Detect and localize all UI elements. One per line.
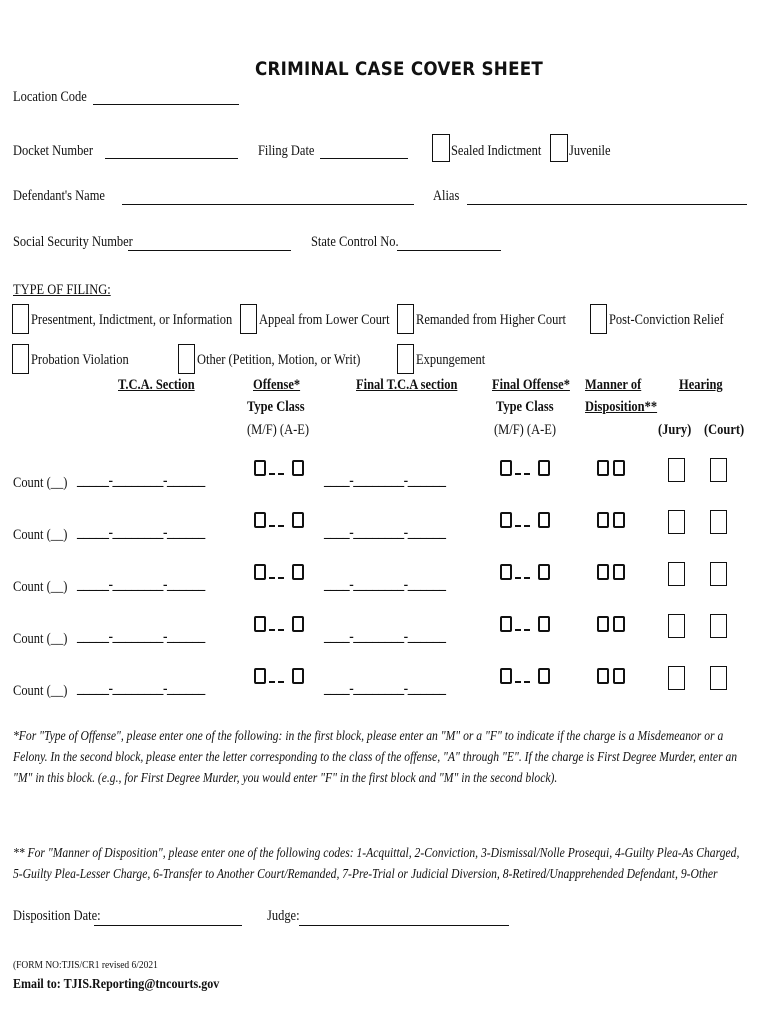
final-offense-class-box[interactable]	[538, 512, 550, 528]
final-tca-blank[interactable]: ____-________-______	[324, 681, 446, 697]
disposition-box-1[interactable]	[597, 564, 609, 580]
court-header: (Court)	[704, 422, 745, 438]
juvenile-checkbox[interactable]	[550, 134, 568, 162]
disposition-box-1[interactable]	[597, 512, 609, 528]
final-mf-ae-header: (M/F) (A-E)	[494, 422, 557, 438]
count-label: Count (__)	[13, 579, 68, 595]
dash-mark	[515, 473, 521, 475]
count-label: Count (__)	[13, 527, 68, 543]
dash-mark	[278, 681, 284, 683]
court-checkbox[interactable]	[710, 562, 727, 586]
tca-section-blank[interactable]: _____-________-______	[77, 525, 205, 541]
offense-class-box[interactable]	[292, 668, 304, 684]
probation-label: Probation Violation	[31, 352, 129, 368]
final-offense-header: Final Offense*	[492, 377, 570, 393]
sealed-indictment-label: Sealed Indictment	[451, 143, 542, 159]
type-class-header: Type Class	[247, 399, 305, 415]
final-offense-class-box[interactable]	[538, 460, 550, 476]
jury-checkbox[interactable]	[668, 614, 685, 638]
presentment-checkbox[interactable]	[12, 304, 29, 334]
other-checkbox[interactable]	[178, 344, 195, 374]
disposition-box-2[interactable]	[613, 512, 625, 528]
count-label: Count (__)	[13, 683, 68, 699]
jury-checkbox[interactable]	[668, 666, 685, 690]
final-offense-type-box[interactable]	[500, 668, 512, 684]
final-tca-blank[interactable]: ____-________-______	[324, 473, 446, 489]
ssn-field[interactable]	[128, 250, 291, 251]
dash-mark	[515, 629, 521, 631]
court-checkbox[interactable]	[710, 510, 727, 534]
form-number: (FORM NO:TJIS/CR1 revised 6/2021	[13, 959, 158, 971]
final-tca-blank[interactable]: ____-________-______	[324, 525, 446, 541]
jury-checkbox[interactable]	[668, 562, 685, 586]
tca-section-blank[interactable]: _____-________-______	[77, 473, 205, 489]
email-instruction: Email to: TJIS.Reporting@tncourts.gov	[13, 977, 220, 992]
disposition-box-2[interactable]	[613, 460, 625, 476]
remanded-checkbox[interactable]	[397, 304, 414, 334]
presentment-label: Presentment, Indictment, or Information	[31, 312, 233, 328]
dash-mark	[524, 577, 530, 579]
final-tca-blank[interactable]: ____-________-______	[324, 577, 446, 593]
disposition-box-2[interactable]	[613, 616, 625, 632]
disposition-header: Disposition**	[585, 399, 658, 415]
manner-of-header: Manner of	[585, 377, 642, 393]
dash-mark	[524, 525, 530, 527]
offense-header: Offense*	[253, 377, 301, 393]
judge-field[interactable]	[299, 925, 509, 926]
tca-section-blank[interactable]: _____-________-______	[77, 577, 205, 593]
count-label: Count (__)	[13, 631, 68, 647]
offense-class-box[interactable]	[292, 512, 304, 528]
offense-class-box[interactable]	[292, 564, 304, 580]
offense-type-box[interactable]	[254, 616, 266, 632]
alias-field[interactable]	[467, 204, 747, 205]
type-of-filing-heading: TYPE OF FILING:	[13, 282, 111, 298]
dash-mark	[524, 681, 530, 683]
dash-mark	[269, 681, 275, 683]
dash-mark	[524, 473, 530, 475]
offense-type-box[interactable]	[254, 564, 266, 580]
filing-date-field[interactable]	[320, 158, 408, 159]
final-offense-type-box[interactable]	[500, 564, 512, 580]
sealed-indictment-checkbox[interactable]	[432, 134, 450, 162]
disposition-date-field[interactable]	[94, 925, 242, 926]
dash-mark	[515, 577, 521, 579]
final-offense-class-box[interactable]	[538, 564, 550, 580]
judge-label: Judge:	[267, 908, 300, 924]
tca-section-blank[interactable]: _____-________-______	[77, 681, 205, 697]
final-tca-header: Final T.C.A section	[356, 377, 458, 393]
juvenile-label: Juvenile	[569, 143, 611, 159]
offense-class-box[interactable]	[292, 460, 304, 476]
dash-mark	[278, 525, 284, 527]
count-label: Count (__)	[13, 475, 68, 491]
disposition-box-1[interactable]	[597, 460, 609, 476]
post-conviction-checkbox[interactable]	[590, 304, 607, 334]
offense-type-box[interactable]	[254, 668, 266, 684]
expungement-checkbox[interactable]	[397, 344, 414, 374]
hearing-header: Hearing	[679, 377, 723, 393]
final-offense-class-box[interactable]	[538, 668, 550, 684]
disposition-date-label: Disposition Date:	[13, 908, 101, 924]
appeal-checkbox[interactable]	[240, 304, 257, 334]
dash-mark	[278, 629, 284, 631]
remanded-label: Remanded from Higher Court	[416, 312, 566, 328]
disposition-box-2[interactable]	[613, 668, 625, 684]
appeal-label: Appeal from Lower Court	[259, 312, 390, 328]
alias-label: Alias	[433, 188, 460, 204]
disposition-box-2[interactable]	[613, 564, 625, 580]
ssn-label: Social Security Number	[13, 234, 133, 250]
final-offense-type-box[interactable]	[500, 616, 512, 632]
disposition-note: ** For "Manner of Disposition", please enter one of the following codes: 1-Acquittal, 2-Conviction, 3-Dismissal/Nolle Prosequi, 4-Guilty Plea-As Charged, 5-Guilty Plea-Lesser Charge, 6-Transfer to Another Court/Remanded, 7-Pre-Trial or Judicial Diversion, 8-Retired/Unapprehended Defendant, 9-Other	[13, 845, 740, 881]
filing-date-label: Filing Date	[258, 143, 315, 159]
state-control-label: State Control No.	[311, 234, 399, 250]
dash-mark	[524, 629, 530, 631]
dash-mark	[278, 473, 284, 475]
dash-mark	[278, 577, 284, 579]
defendants-name-label: Defendant's Name	[13, 188, 105, 204]
docket-number-label: Docket Number	[13, 143, 93, 159]
jury-checkbox[interactable]	[668, 458, 685, 482]
form-title: CRIMINAL CASE COVER SHEET	[255, 58, 544, 80]
probation-checkbox[interactable]	[12, 344, 29, 374]
court-checkbox[interactable]	[710, 614, 727, 638]
other-label: Other (Petition, Motion, or Writ)	[197, 352, 361, 368]
jury-header: (Jury)	[658, 422, 692, 438]
offense-class-box[interactable]	[292, 616, 304, 632]
expungement-label: Expungement	[416, 352, 486, 368]
final-offense-type-box[interactable]	[500, 460, 512, 476]
final-type-class-header: Type Class	[496, 399, 554, 415]
court-checkbox[interactable]	[710, 666, 727, 690]
disposition-box-1[interactable]	[597, 616, 609, 632]
dash-mark	[269, 577, 275, 579]
dash-mark	[515, 681, 521, 683]
disposition-box-1[interactable]	[597, 668, 609, 684]
offense-note: *For "Type of Offense", please enter one of the following: in the first block, please enter an "M" or a "F" to indicate if the charge is a Misdemeanor or a Felony. In the second block, please enter the letter corresponding to the class of the offense, "A" through "E". If the charge is First Degree Murder, enter an "M" in this block. (e.g., for First Degree Murder, you would enter "F" in the first block and "M" in the second block).	[13, 728, 738, 785]
offense-type-box[interactable]	[254, 460, 266, 476]
offense-type-box[interactable]	[254, 512, 266, 528]
mf-ae-header: (M/F) (A-E)	[247, 422, 310, 438]
jury-checkbox[interactable]	[668, 510, 685, 534]
dash-mark	[515, 525, 521, 527]
dash-mark	[269, 473, 275, 475]
docket-number-field[interactable]	[105, 158, 238, 159]
post-conviction-label: Post-Conviction Relief	[609, 312, 724, 328]
court-checkbox[interactable]	[710, 458, 727, 482]
location-code-label: Location Code	[13, 89, 87, 105]
tca-section-blank[interactable]: _____-________-______	[77, 629, 205, 645]
defendants-name-field[interactable]	[122, 204, 414, 205]
tca-section-header: T.C.A. Section	[118, 377, 195, 393]
dash-mark	[269, 525, 275, 527]
location-code-field[interactable]	[93, 104, 239, 105]
dash-mark	[269, 629, 275, 631]
final-offense-class-box[interactable]	[538, 616, 550, 632]
final-offense-type-box[interactable]	[500, 512, 512, 528]
state-control-field[interactable]	[397, 250, 501, 251]
final-tca-blank[interactable]: ____-________-______	[324, 629, 446, 645]
